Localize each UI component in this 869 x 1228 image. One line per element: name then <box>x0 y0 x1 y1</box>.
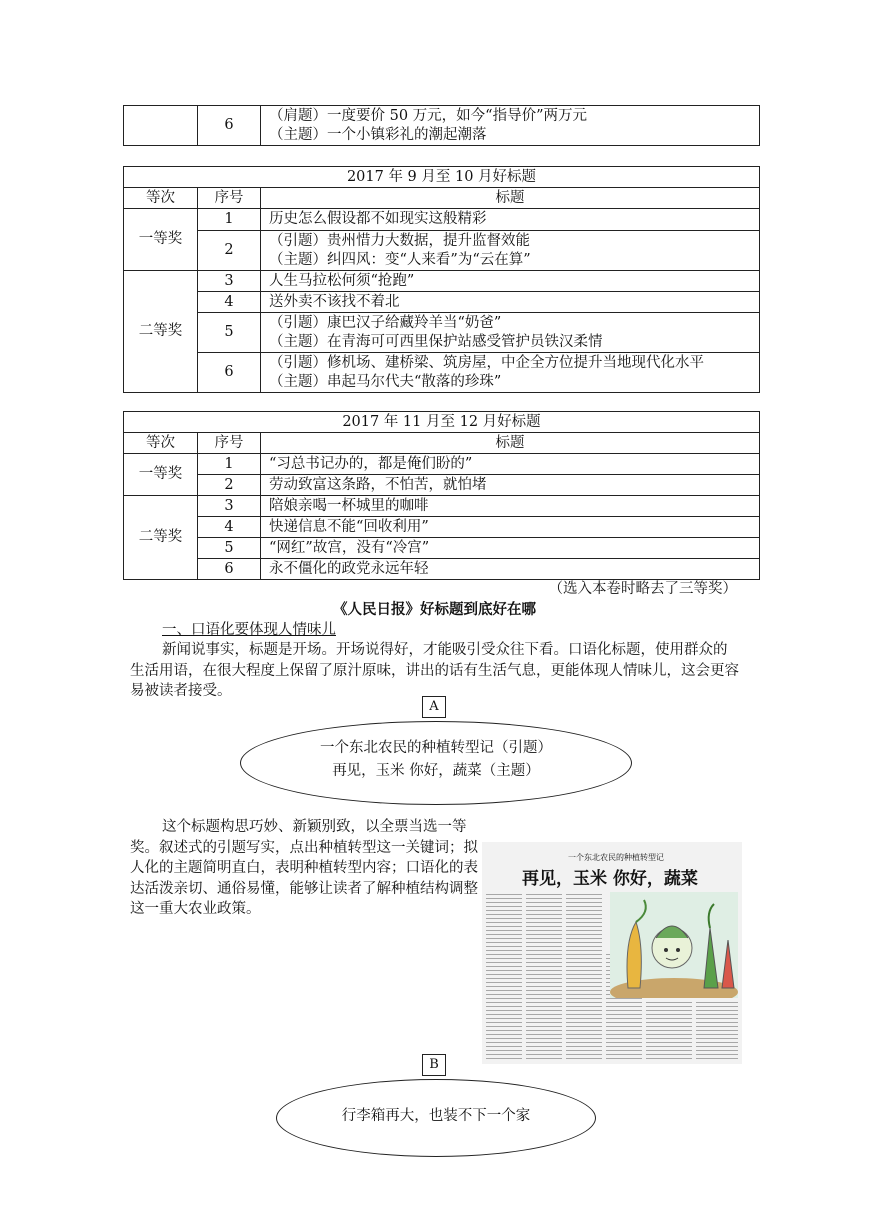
title-cell <box>261 106 760 146</box>
newspaper-text-column <box>646 1002 692 1060</box>
section-heading: 一、口语化要体现人情味儿 <box>162 622 336 638</box>
table-nov-dec <box>123 411 760 580</box>
omission-note: （选入本卷时略去了三等奖） <box>548 581 737 597</box>
header-title: 标题 <box>261 188 760 209</box>
newspaper-text-column <box>566 894 602 1060</box>
second-prize-label: 二等奖 <box>124 496 198 580</box>
newspaper-text-column <box>696 1002 738 1060</box>
table-caption: 2017 年 11 月至 12 月好标题 <box>124 412 760 433</box>
title-cell: 快递信息不能“回收利用” <box>261 517 760 538</box>
row-number: 5 <box>198 538 261 559</box>
title-line: （主题）一个小镇彩礼的潮起潮落 <box>269 126 487 143</box>
table-sep-oct <box>123 166 760 393</box>
headline-ellipse-b <box>276 1079 596 1157</box>
vegetable-illustration <box>610 892 738 998</box>
title-cell <box>261 313 760 353</box>
title-line: （主题）纠四风：变“人来看”为“云在算” <box>269 251 531 268</box>
title-cell: 劳动致富这条路，不怕苦，就怕堵 <box>261 475 760 496</box>
row-number: 3 <box>198 496 261 517</box>
header-number: 序号 <box>198 433 261 454</box>
title-line: （主题）串起马尔代夫“散落的珍珠” <box>269 373 502 390</box>
top-table <box>123 105 760 146</box>
title-line: （肩题）一度要价 50 万元，如今“指导价”两万元 <box>269 107 587 124</box>
row-number: 4 <box>198 517 261 538</box>
title-cell <box>261 209 760 231</box>
first-prize-label: 一等奖 <box>124 454 198 496</box>
ellipse-line: 再见，玉米 你好，蔬菜（主题） <box>332 763 540 779</box>
row-number: 2 <box>198 231 261 271</box>
prize-cell-empty <box>124 106 198 146</box>
title-cell <box>261 292 760 313</box>
header-title: 标题 <box>261 433 760 454</box>
paragraph: 新闻说事实，标题是开场。开场说得好，才能吸引受众往下看。口语化标题，使用群众的生活用语，在很大程度上保留了原汁原味，讲出的话有生活气息，更能体现人情味儿，这会更容易被读者接受。 <box>130 642 739 699</box>
row-number: 4 <box>198 292 261 313</box>
newspaper-text-column <box>486 894 522 1060</box>
title-line: （引题）修机场、建桥梁、筑房屋，中企全方位提升当地现代化水平 <box>269 354 704 371</box>
headline-ellipse-a <box>240 721 632 805</box>
title-cell: “网红”故宫，没有“冷宫” <box>261 538 760 559</box>
title-cell <box>261 271 760 292</box>
row-number: 6 <box>198 353 261 393</box>
row-number: 1 <box>198 209 261 231</box>
title-cell: 陪娘亲喝一杯城里的咖啡 <box>261 496 760 517</box>
title-line: （引题）贵州惜力大数据，提升监督效能 <box>269 232 530 249</box>
title-cell: “习总书记办的，都是俺们盼的” <box>261 454 760 475</box>
header-number: 序号 <box>198 188 261 209</box>
title-cell <box>261 353 760 393</box>
newspaper-headline: 再见，玉米 你好，蔬菜 <box>522 869 698 889</box>
label-box-b: B <box>422 1054 446 1076</box>
row-number: 1 <box>198 454 261 475</box>
row-number: 6 <box>198 559 261 580</box>
newspaper-kicker: 一个东北农民的种植转型记 <box>568 853 664 862</box>
newspaper-text-column <box>526 894 562 1060</box>
row-number: 6 <box>198 106 261 146</box>
title-line: 历史怎么假设都不如现实这般精彩 <box>269 211 487 227</box>
label-box-a: A <box>422 696 446 718</box>
ellipse-line: 行李箱再大，也装不下一个家 <box>341 1108 531 1124</box>
ellipse-line: 一个东北农民的种植转型记（引题） <box>320 740 552 756</box>
title-line: 人生马拉松何须“抢跑” <box>269 272 415 289</box>
row-number: 2 <box>198 475 261 496</box>
newspaper-image <box>482 842 742 1064</box>
table-caption: 2017 年 9 月至 10 月好标题 <box>124 167 760 188</box>
article-title: 《人民日报》好标题到底好在哪 <box>333 601 536 618</box>
title-line: （主题）在青海可可西里保护站感受管护员铁汉柔情 <box>269 333 603 350</box>
row-number: 3 <box>198 271 261 292</box>
paragraph: 这个标题构思巧妙、新颖别致，以全票当选一等奖。叙述式的引题写实，点出种植转型这一关键词；拟人化的主题简明直白，表明种植转型内容；口语化的表达活泼亲切、通俗易懂，能够让读者了解种植结构调整这一重大农业政策。 <box>130 817 742 1118</box>
row-number: 5 <box>198 313 261 353</box>
header-rank: 等次 <box>124 188 198 209</box>
title-line: （引题）康巴汉子给藏羚羊当“奶爸” <box>269 314 502 331</box>
title-cell: 永不僵化的政党永远年轻 <box>261 559 760 580</box>
title-line: 送外卖不该找不着北 <box>269 293 400 310</box>
first-prize-label: 一等奖 <box>124 209 198 271</box>
second-prize-label: 二等奖 <box>124 271 198 393</box>
header-rank: 等次 <box>124 433 198 454</box>
title-cell <box>261 231 760 271</box>
